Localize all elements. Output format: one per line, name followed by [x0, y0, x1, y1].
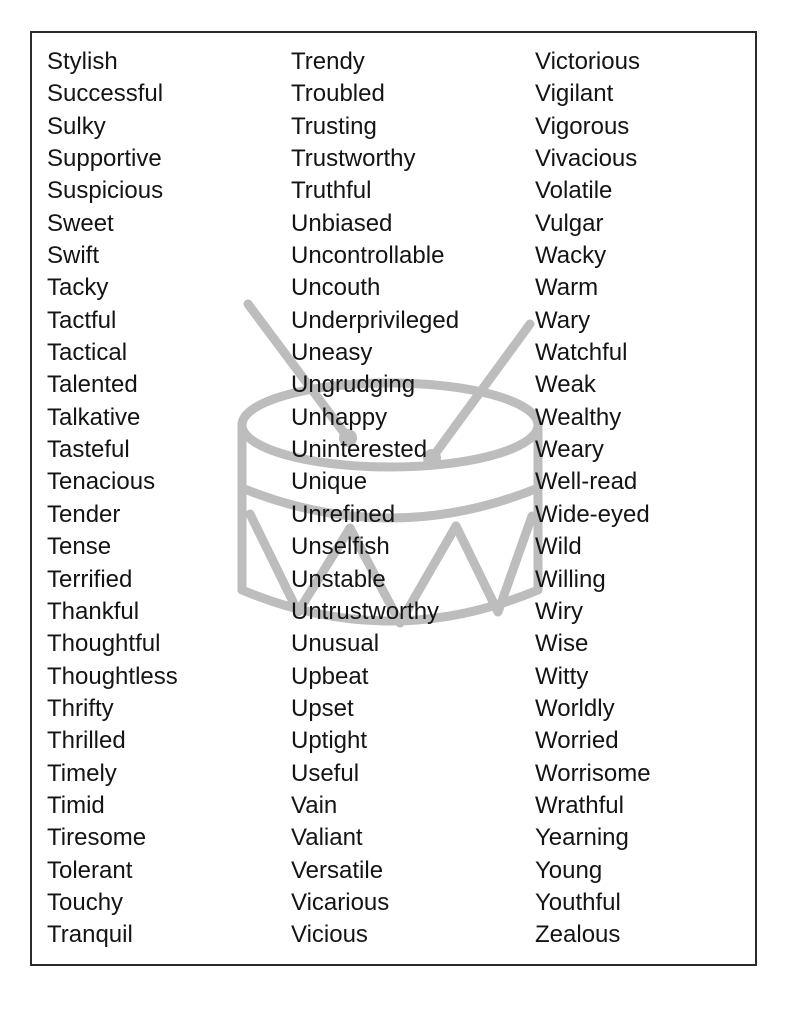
word-item: Valiant [291, 824, 363, 852]
word-item: Weary [535, 436, 604, 464]
word-item: Unstable [291, 565, 386, 593]
word-item: Versatile [291, 856, 384, 884]
word-item: Trusting [291, 112, 377, 140]
word-item: Thrifty [47, 694, 114, 722]
word-item: Timely [47, 759, 117, 787]
word-item: Uptight [291, 727, 368, 755]
word-item: Young [535, 856, 603, 884]
word-item: Supportive [47, 145, 162, 173]
word-item: Uncouth [291, 274, 381, 302]
word-item: Swift [47, 242, 100, 270]
word-item: Unselfish [291, 533, 390, 561]
word-item: Truthful [291, 177, 372, 205]
word-item: Wiry [535, 597, 583, 625]
word-item: Yearning [535, 824, 629, 852]
word-item: Talented [47, 371, 138, 399]
word-item: Well-read [535, 468, 638, 496]
word-item: Thoughtless [47, 662, 178, 690]
word-item: Vulgar [535, 209, 604, 237]
word-item: Thoughtful [47, 630, 161, 658]
word-item: Unrefined [291, 500, 396, 528]
word-column-2 [291, 46, 459, 952]
word-item: Tenacious [47, 468, 156, 496]
word-item: Tactical [47, 339, 128, 367]
word-item: Underprivileged [291, 306, 460, 334]
word-item: Tasteful [47, 436, 130, 464]
word-item: Wide-eyed [535, 500, 650, 528]
word-item: Uncontrollable [291, 242, 445, 270]
word-item: Wrathful [535, 791, 624, 819]
word-item: Suspicious [47, 177, 164, 205]
word-item: Tranquil [47, 921, 133, 949]
word-item: Uneasy [291, 339, 373, 367]
word-item: Terrified [47, 565, 133, 593]
word-item: Witty [535, 662, 589, 690]
word-item: Vain [291, 791, 338, 819]
word-column-3 [535, 46, 651, 952]
word-item: Willing [535, 565, 606, 593]
word-item: Unusual [291, 630, 380, 658]
word-item: Untrustworthy [291, 597, 440, 625]
word-item: Watchful [535, 339, 628, 367]
word-item: Unhappy [291, 403, 388, 431]
word-item: Tense [47, 533, 112, 561]
word-item: Tender [47, 500, 121, 528]
word-item: Worried [535, 727, 619, 755]
word-item: Tactful [47, 306, 117, 334]
word-item: Zealous [535, 921, 621, 949]
word-item: Timid [47, 791, 105, 819]
word-item: Touchy [47, 888, 124, 916]
word-item: Worrisome [535, 759, 651, 787]
word-item: Sulky [47, 112, 106, 140]
word-item: Trustworthy [291, 145, 416, 173]
word-item: Stylish [47, 48, 118, 75]
word-item: Uninterested [291, 436, 428, 464]
word-item: Talkative [47, 403, 141, 431]
word-item: Successful [47, 80, 164, 108]
word-item: Tacky [47, 274, 109, 302]
word-item: Wary [535, 306, 591, 334]
word-item: Thankful [47, 597, 140, 625]
word-item: Wise [535, 630, 589, 658]
word-item: Volatile [535, 177, 613, 205]
word-item: Upset [291, 694, 354, 722]
word-item: Ungrudging [291, 371, 416, 399]
word-column-1 [47, 46, 178, 952]
word-item: Youthful [535, 888, 621, 916]
word-item: Thrilled [47, 727, 126, 755]
word-item: Wild [535, 533, 582, 561]
word-item: Vivacious [535, 145, 638, 173]
word-item: Vigorous [535, 112, 630, 140]
word-item: Upbeat [291, 662, 369, 690]
word-item: Vicarious [291, 888, 390, 916]
word-item: Useful [291, 759, 360, 787]
word-item: Vicious [291, 921, 368, 949]
word-item: Unique [291, 468, 368, 496]
word-item: Victorious [535, 48, 640, 75]
word-item: Warm [535, 274, 599, 302]
word-item: Unbiased [291, 209, 393, 237]
word-item: Weak [535, 371, 596, 399]
word-item: Trendy [291, 48, 365, 75]
word-item: Tiresome [47, 824, 147, 852]
word-item: Worldly [535, 694, 615, 722]
word-item: Wacky [535, 242, 607, 270]
word-item: Sweet [47, 209, 114, 237]
word-item: Vigilant [535, 80, 614, 108]
word-item: Wealthy [535, 403, 622, 431]
word-item: Tolerant [47, 856, 133, 884]
word-item: Troubled [291, 80, 385, 108]
